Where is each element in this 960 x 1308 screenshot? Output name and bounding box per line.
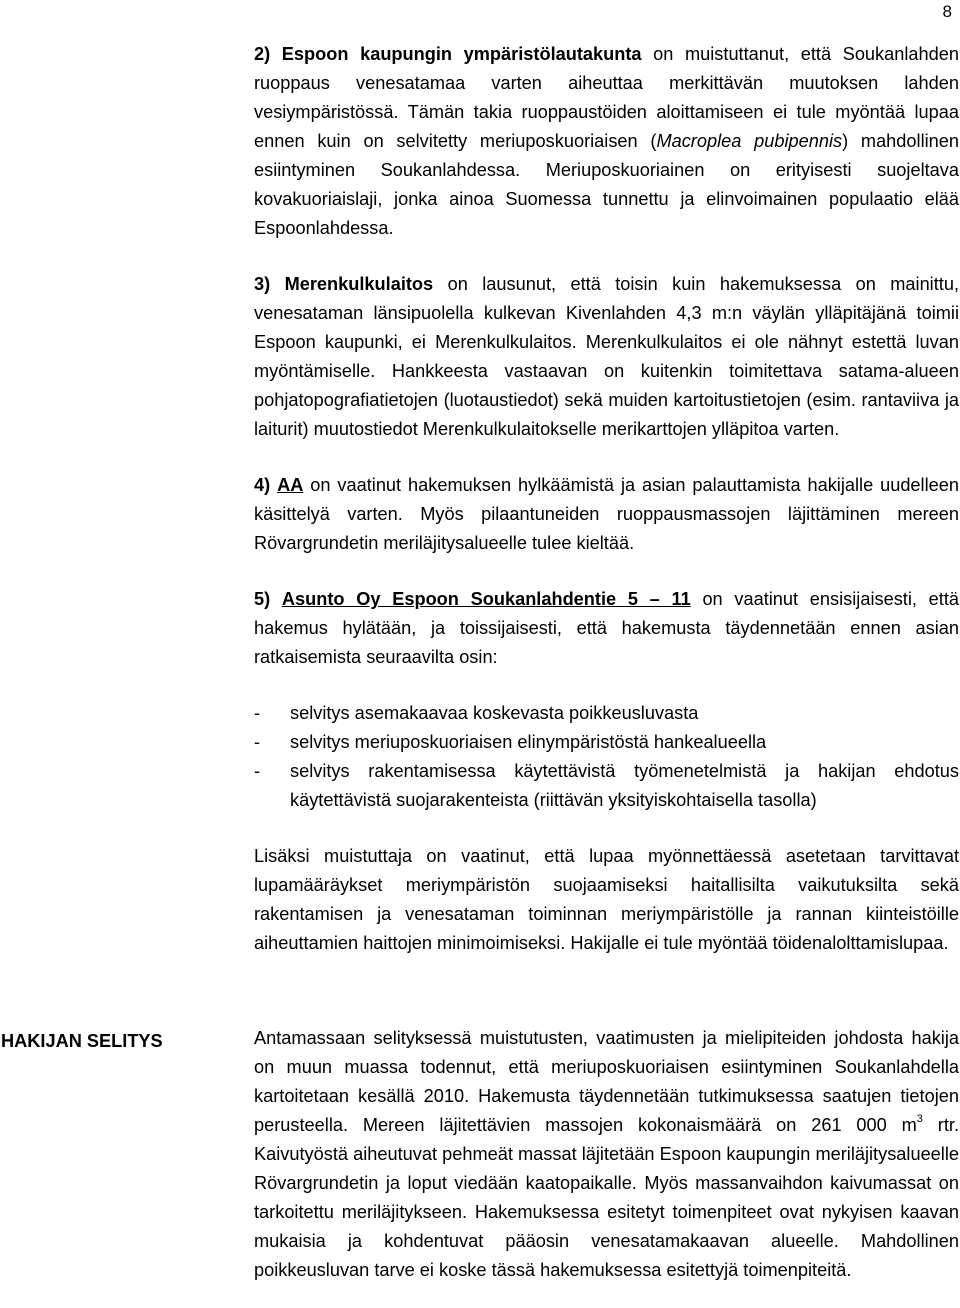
paragraph-objection-3	[254, 270, 959, 444]
objector-number: 4)	[254, 475, 271, 495]
document-body	[254, 40, 959, 985]
paragraph-objection-2	[254, 40, 959, 243]
paragraph-text: ) mahdollinen esiintyminen Soukanlahdessa. Meriuposkuoriainen on erityisesti suojeltava kovakuoriaislaji, jonka ainoa Suomessa tunnettu ja elinvoimainen populaatio elää Espoonlahdessa.	[254, 131, 959, 238]
paragraph-text: Antamassaan selityksessä muistutusten, vaatimusten ja mielipiteiden johdosta hakija on muun muassa todennut, että meriuposkuoriaisen esiintyminen Soukanlahdella kartoitetaan kesällä 2010. Hakemusta täydennetään tutkimuksessa saatujen tietojen perusteella. Mereen läjitettävien massojen kokonaismäärä on 261 000 m	[254, 1028, 959, 1135]
paragraph-text: on muistuttanut, että Soukanlahden ruoppaus venesatamaa varten aiheuttaa merkittävän muutoksen lahden vesiympäristössä. Tämän takia ruoppaustöiden aloittamiseen ei tule myöntää lupaa ennen kuin on selvitetty meriuposkuoriaisen (	[254, 44, 959, 151]
list-item	[254, 757, 959, 815]
list-item	[254, 699, 959, 728]
objector-name: 2) Espoon kaupungin ympäristölautakunta	[254, 44, 642, 64]
list-item-text: selvitys rakentamisessa käytettävistä työmenetelmistä ja hakijan ehdotus käytettävistä suojarakenteista (riittävän yksityiskohtaisella tasolla)	[290, 761, 959, 810]
list-item-text: selvitys asemakaavaa koskevasta poikkeusluvasta	[290, 703, 699, 723]
list-item	[254, 728, 959, 757]
paragraph-objection-5	[254, 585, 959, 672]
objector-name: AA	[277, 475, 304, 495]
closing-paragraph: Lisäksi muistuttaja on vaatinut, että lupaa myönnettäessä asetetaan tarvittavat lupamääräykset meriympäristön suojaamiseksi haitallisilta vaikutuksilta sekä rakentamisen ja venesataman toiminnan meriympäristölle ja rannan kiinteistöille aiheuttamien haittojen minimoimiseksi. Hakijalle ei tule myöntää töidenalolttamislupaa.	[254, 846, 959, 953]
requirement-list	[254, 699, 959, 815]
paragraph-objection-4	[254, 471, 959, 558]
species-latin-name: Macroplea pubipennis	[656, 131, 843, 151]
objector-number: 5)	[254, 589, 271, 609]
section-heading: HAKIJAN SELITYS	[1, 1031, 163, 1051]
page-number: 8	[942, 2, 952, 21]
paragraph-text: on vaatinut hakemuksen hylkäämistä ja asian palauttamista hakijalle uudelleen käsittelyä varten. Myös pilaantuneiden ruoppausmassojen läjittäminen mereen Rövargrundetin meriläjitysalueelle tulee kieltää.	[254, 475, 959, 553]
objector-name: 3) Merenkulkulaitos	[254, 274, 434, 294]
paragraph-text: on vaatinut ensisijaisesti, että hakemus hylätään, ja toissijaisesti, että hakemusta täydennetään ennen asian ratkaisemista seuraavilta osin:	[254, 589, 959, 667]
dash-bullet: -	[254, 703, 261, 723]
dash-bullet: -	[254, 761, 261, 781]
objector-name: Asunto Oy Espoon Soukanlahdentie 5 – 11	[281, 589, 691, 609]
list-item-text: selvitys meriuposkuoriaisen elinympäristöstä hankealueella	[290, 732, 767, 752]
dash-bullet: -	[254, 732, 261, 752]
section-paragraph	[254, 1024, 959, 1285]
superscript-exponent: 3	[916, 1112, 923, 1125]
paragraph-text: on lausunut, että toisin kuin hakemuksessa on mainittu, venesataman länsipuolella kulkevan Kivenlahden 4,3 m:n väylän ylläpitäjänä toimii Espoon kaupunki, ei Merenkulkulaitos. Merenkulkulaitos ei ole nähnyt estettä luvan myöntämiselle. Hankkeesta vastaavan on kuitenkin toimitettava satama-alueen pohjatopografiatietojen (luotaustiedot) sekä muiden kartoitustietojen (esim. rantaviiva ja laiturit) muutostiedot Merenkulkulaitokselle merikarttojen ylläpitoa varten.	[254, 274, 959, 439]
paragraph-text: rtr. Kaivutyöstä aiheutuvat pehmeät massat läjitetään Espoon kaupungin meriläjitysalueelle Rövargrundetin ja loput viedään kaatopaikalle. Myös massanvaihdon kaivumassat on tarkoitettu meriläjitykseen. Hakemuksessa esitetyt toimenpiteet ovat nykyisen kaavan mukaisia ja kohdentuvat pääosin venesatamakaavan alueelle. Mahdollinen poikkeusluvan tarve ei koske tässä hakemuksessa esitettyjä toimenpiteitä.	[254, 1115, 959, 1280]
